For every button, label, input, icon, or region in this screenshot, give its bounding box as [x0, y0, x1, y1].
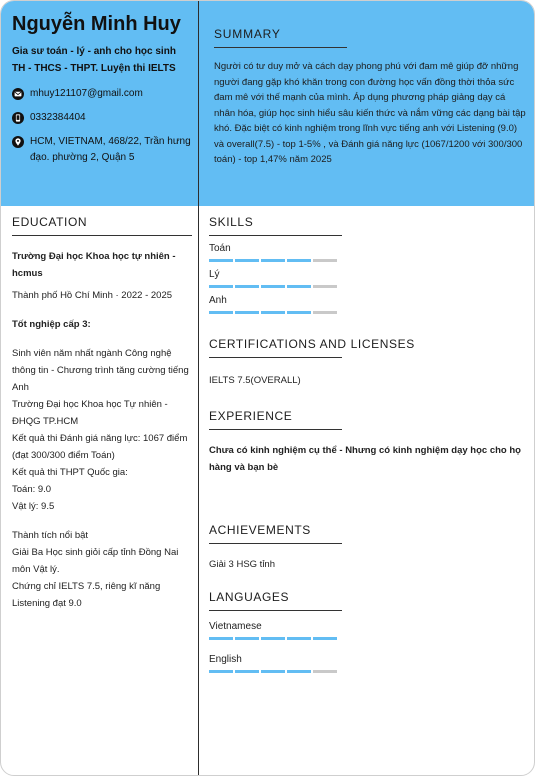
skill-level-bar: [209, 311, 525, 314]
level-segment: [235, 670, 259, 673]
contact-header: [12, 13, 192, 174]
summary-heading: SUMMARY: [214, 27, 281, 41]
summary-text: Người có tư duy mở và cách dạy phong phú với đam mê giúp đỡ những người đang gặp khó khăn trong con đường học vấn đồng thời thỏa sức đam mê với thế mạnh của mình. Áp dụng phương pháp giảng dạy cá nhân hóa, giúp học sinh hiểu sâu kiến thức và nắm vững các dạng bài tập khó. Đặc biệt có kinh nghiệm trong lĩnh vực tiếng anh với Listening (9.0) và overall(7.5) - top 1-5% , và Đánh giá năng lực (1067/1200 với 300/300 toán) - top 1,47% năm 2025: [214, 61, 526, 165]
skills-list: [209, 243, 525, 314]
school-location-years: Thành phố Hồ Chí Minh · 2022 - 2025: [12, 290, 173, 301]
award-line: Chứng chỉ IELTS 7.5, riêng kĩ năng Listening đạt 9.0: [12, 581, 161, 609]
experience-rule: [209, 429, 342, 430]
education-rule: [12, 235, 192, 236]
language-item: [209, 654, 525, 673]
education-awards: [12, 527, 190, 612]
award-line: Thành tích nổi bật: [12, 530, 89, 541]
envelope-icon: [12, 88, 24, 100]
skill-name: Toán: [209, 243, 231, 254]
achievement-item: Giải 3 HSG tỉnh: [209, 559, 275, 570]
level-segment: [209, 637, 233, 640]
achievements-rule: [209, 543, 342, 544]
left-column: [12, 215, 190, 612]
education-detail: Sinh viên năm nhất ngành Công nghệ thông tin - Chương trình tăng cường tiếng Anh: [12, 348, 189, 393]
certifications-rule: [209, 357, 342, 358]
contact-email: [12, 86, 192, 102]
level-segment: [313, 670, 337, 673]
level-segment: [235, 259, 259, 262]
level-segment: [261, 670, 285, 673]
level-segment: [209, 670, 233, 673]
language-level-bar: [209, 670, 525, 673]
contact-phone: [12, 110, 192, 126]
skill-level-bar: [209, 259, 525, 262]
level-segment: [261, 285, 285, 288]
level-segment: [209, 285, 233, 288]
level-segment: [313, 285, 337, 288]
level-segment: [287, 285, 311, 288]
education-detail: Toán: 9.0: [12, 484, 52, 495]
address-text: HCM, VIETNAM, 468/22, Trần hưng đạo. phường 2, Quận 5: [30, 136, 191, 163]
skill-item: [209, 243, 525, 262]
achievements-heading: ACHIEVEMENTS: [209, 523, 311, 537]
column-divider: [198, 1, 199, 775]
language-item: [209, 621, 525, 640]
summary-rule: [214, 47, 347, 48]
level-segment: [209, 311, 233, 314]
summary-section: [214, 27, 526, 168]
skills-heading: SKILLS: [209, 215, 254, 229]
languages-heading: LANGUAGES: [209, 590, 290, 604]
education-heading: EDUCATION: [12, 215, 88, 229]
level-segment: [261, 259, 285, 262]
experience-text: Chưa có kinh nghiệm cụ thể - Nhưng có kinh nghiệm dạy học cho họ hàng và bạn bè: [209, 445, 521, 473]
languages-rule: [209, 610, 342, 611]
level-segment: [235, 311, 259, 314]
right-column: [209, 215, 525, 673]
level-segment: [235, 285, 259, 288]
level-segment: [235, 637, 259, 640]
education-detail: Kết quả thi Đánh giá năng lực: 1067 điểm (đạt 300/300 điểm Toán): [12, 433, 188, 461]
skill-level-bar: [209, 285, 525, 288]
level-segment: [209, 259, 233, 262]
language-name: English: [209, 654, 242, 665]
skill-item: [209, 295, 525, 314]
skill-name: Anh: [209, 295, 227, 306]
location-pin-icon: [12, 136, 24, 148]
school-name: Trường Đại học Khoa học tự nhiên - hcmus: [12, 251, 176, 279]
education-detail: Kết quả thi THPT Quốc gia:: [12, 467, 128, 478]
level-segment: [287, 259, 311, 262]
contact-address: [12, 134, 192, 166]
level-segment: [313, 259, 337, 262]
skills-rule: [209, 235, 342, 236]
language-level-bar: [209, 637, 525, 640]
certifications-heading: CERTIFICATIONS AND LICENSES: [209, 337, 415, 351]
language-name: Vietnamese: [209, 621, 262, 632]
level-segment: [287, 637, 311, 640]
job-title: Gia sư toán - lý - anh cho học sinh TH - THCS - THPT. Luyện thi IELTS: [12, 46, 176, 74]
education-detail: Trường Đại học Khoa học Tự nhiên - ĐHQG TP.HCM: [12, 399, 168, 427]
level-segment: [287, 670, 311, 673]
education-details: [12, 345, 190, 515]
experience-heading: EXPERIENCE: [209, 409, 293, 423]
email-text: mhuy121107@gmail.com: [30, 88, 143, 99]
education-detail: Vật lý: 9.5: [12, 501, 55, 512]
languages-list: [209, 621, 525, 673]
contact-list: [12, 86, 192, 166]
phone-icon: [12, 112, 24, 124]
level-segment: [313, 311, 337, 314]
award-line: Giải Ba Học sinh giỏi cấp tỉnh Đồng Nai môn Vật lý.: [12, 547, 179, 575]
phone-text: 0332384404: [30, 112, 86, 123]
person-name: Nguyễn Minh Huy: [12, 13, 181, 35]
certification-item: IELTS 7.5(OVERALL): [209, 375, 301, 386]
level-segment: [261, 637, 285, 640]
skill-name: Lý: [209, 269, 220, 280]
level-segment: [287, 311, 311, 314]
skill-item: [209, 269, 525, 288]
level-segment: [261, 311, 285, 314]
level-segment: [313, 637, 337, 640]
graduation-label: Tốt nghiệp cấp 3:: [12, 319, 91, 330]
